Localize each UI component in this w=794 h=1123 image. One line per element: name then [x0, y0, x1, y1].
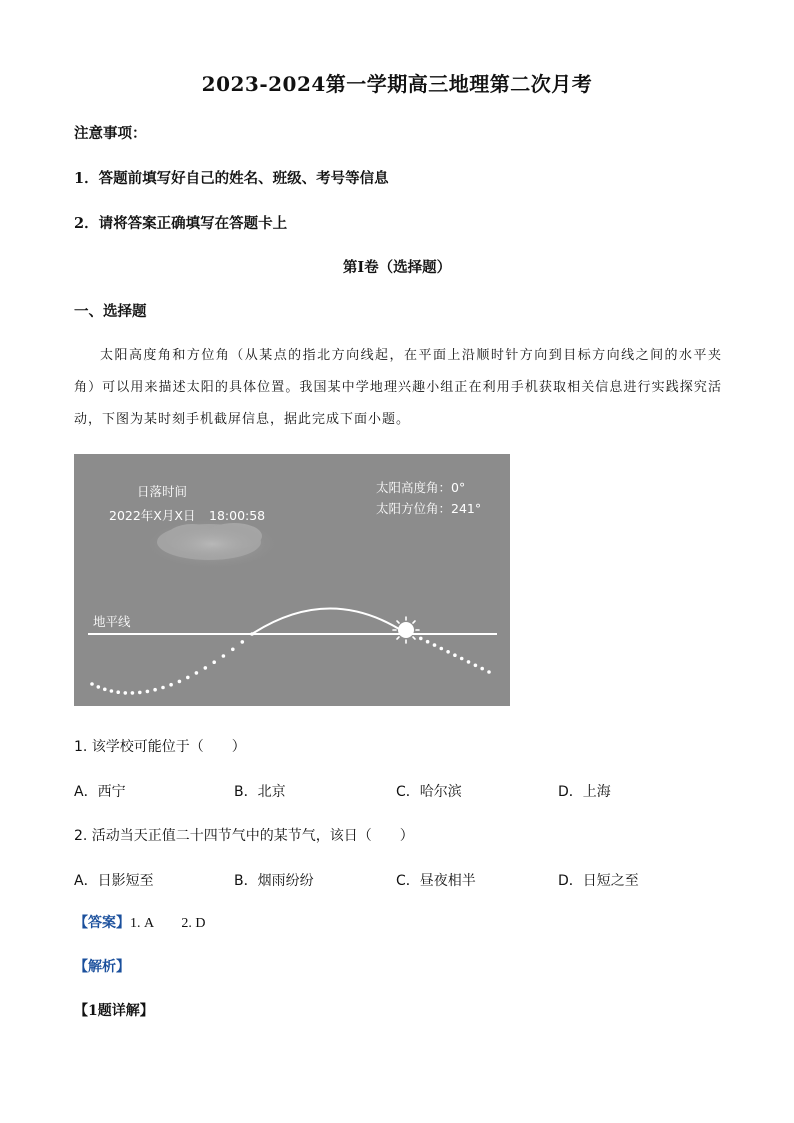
path-dot [195, 671, 199, 675]
question-1-stem: 1. 该学校可能位于（ ） [74, 739, 246, 755]
path-dot [153, 688, 157, 692]
path-dot [231, 648, 235, 652]
q2-option-a: A．日影短至 [74, 873, 154, 889]
q2-option-c: C．昼夜相半 [396, 873, 476, 889]
path-dot [186, 676, 190, 680]
path-dot [138, 691, 142, 695]
part-title: 一、选择题 [74, 303, 147, 320]
q2-option-d: D．日短之至 [558, 873, 639, 889]
path-dot [426, 640, 430, 644]
path-dot [103, 688, 107, 692]
path-dot [90, 682, 94, 686]
path-dot [419, 637, 423, 641]
path-dot [480, 667, 484, 671]
sunset-label: 日落时间 [137, 484, 188, 499]
question-2-stem: 2. 活动当天正值二十四节气中的某节气，该日（ ） [74, 828, 414, 844]
path-dot [161, 686, 165, 690]
path-dot [467, 660, 471, 664]
path-dot [97, 685, 101, 689]
path-dot [204, 666, 208, 670]
path-dot [110, 689, 114, 693]
horizon-label: 地平线 [93, 614, 131, 629]
section-title: 第I卷（选择题） [342, 259, 452, 276]
detail-1-heading: 【1题详解】 [74, 1003, 154, 1019]
path-dot [131, 691, 135, 695]
analysis-heading: 【解析】 [74, 959, 130, 975]
path-dot [169, 683, 173, 687]
azimuth-label: 太阳方位角：241° [376, 501, 482, 516]
altitude-label: 太阳高度角：0° [376, 480, 466, 495]
path-dot [241, 640, 245, 644]
time-label: 18:00:58 [209, 508, 266, 523]
path-dot [460, 657, 464, 661]
exam-title: 2023-2024第一学期高三地理第二次月考 [201, 72, 593, 96]
q1-option-a: A．西宁 [74, 784, 126, 800]
date-label: 2022年X月X日 [109, 508, 196, 523]
answer-values: 1. A 2. D [130, 916, 206, 931]
path-dot [440, 647, 444, 651]
path-dot [446, 650, 450, 654]
path-dot [250, 632, 254, 636]
answer-line [74, 912, 205, 932]
path-dot [487, 670, 491, 674]
path-dot [178, 680, 182, 684]
phone-screenshot-figure [74, 454, 510, 706]
q1-option-b: B．北京 [234, 784, 286, 800]
notice-item-1: 1．答题前填写好自己的姓名、班级、考号等信息 [74, 170, 389, 187]
passage: 太阳高度角和方位角（从某点的指北方向线起，在平面上沿顺时针方向到目标方向线之间的水平夹角）可以用来描述太阳的具体位置。我国某中学地理兴趣小组正在利用手机获取相关信息进行实践探究活动，下图为某时刻手机截屏信息，据此完成下面小题。 [74, 348, 722, 427]
notice-heading: 注意事项： [74, 125, 147, 142]
q1-option-d: D．上海 [558, 784, 611, 800]
q1-option-c: C．哈尔滨 [396, 784, 462, 800]
path-dot [433, 643, 437, 647]
path-dot [453, 653, 457, 657]
path-dot [116, 690, 120, 694]
cloud [142, 518, 282, 570]
notice-item-2: 2．请将答案正确填写在答题卡上 [74, 215, 288, 232]
answer-tag: 【答案】 [74, 915, 130, 931]
path-dot [474, 664, 478, 668]
path-dot [222, 654, 226, 658]
path-dot [212, 660, 216, 664]
q2-option-b: B．烟雨纷纷 [234, 873, 314, 889]
path-dot [146, 690, 150, 694]
path-dot [124, 691, 128, 695]
